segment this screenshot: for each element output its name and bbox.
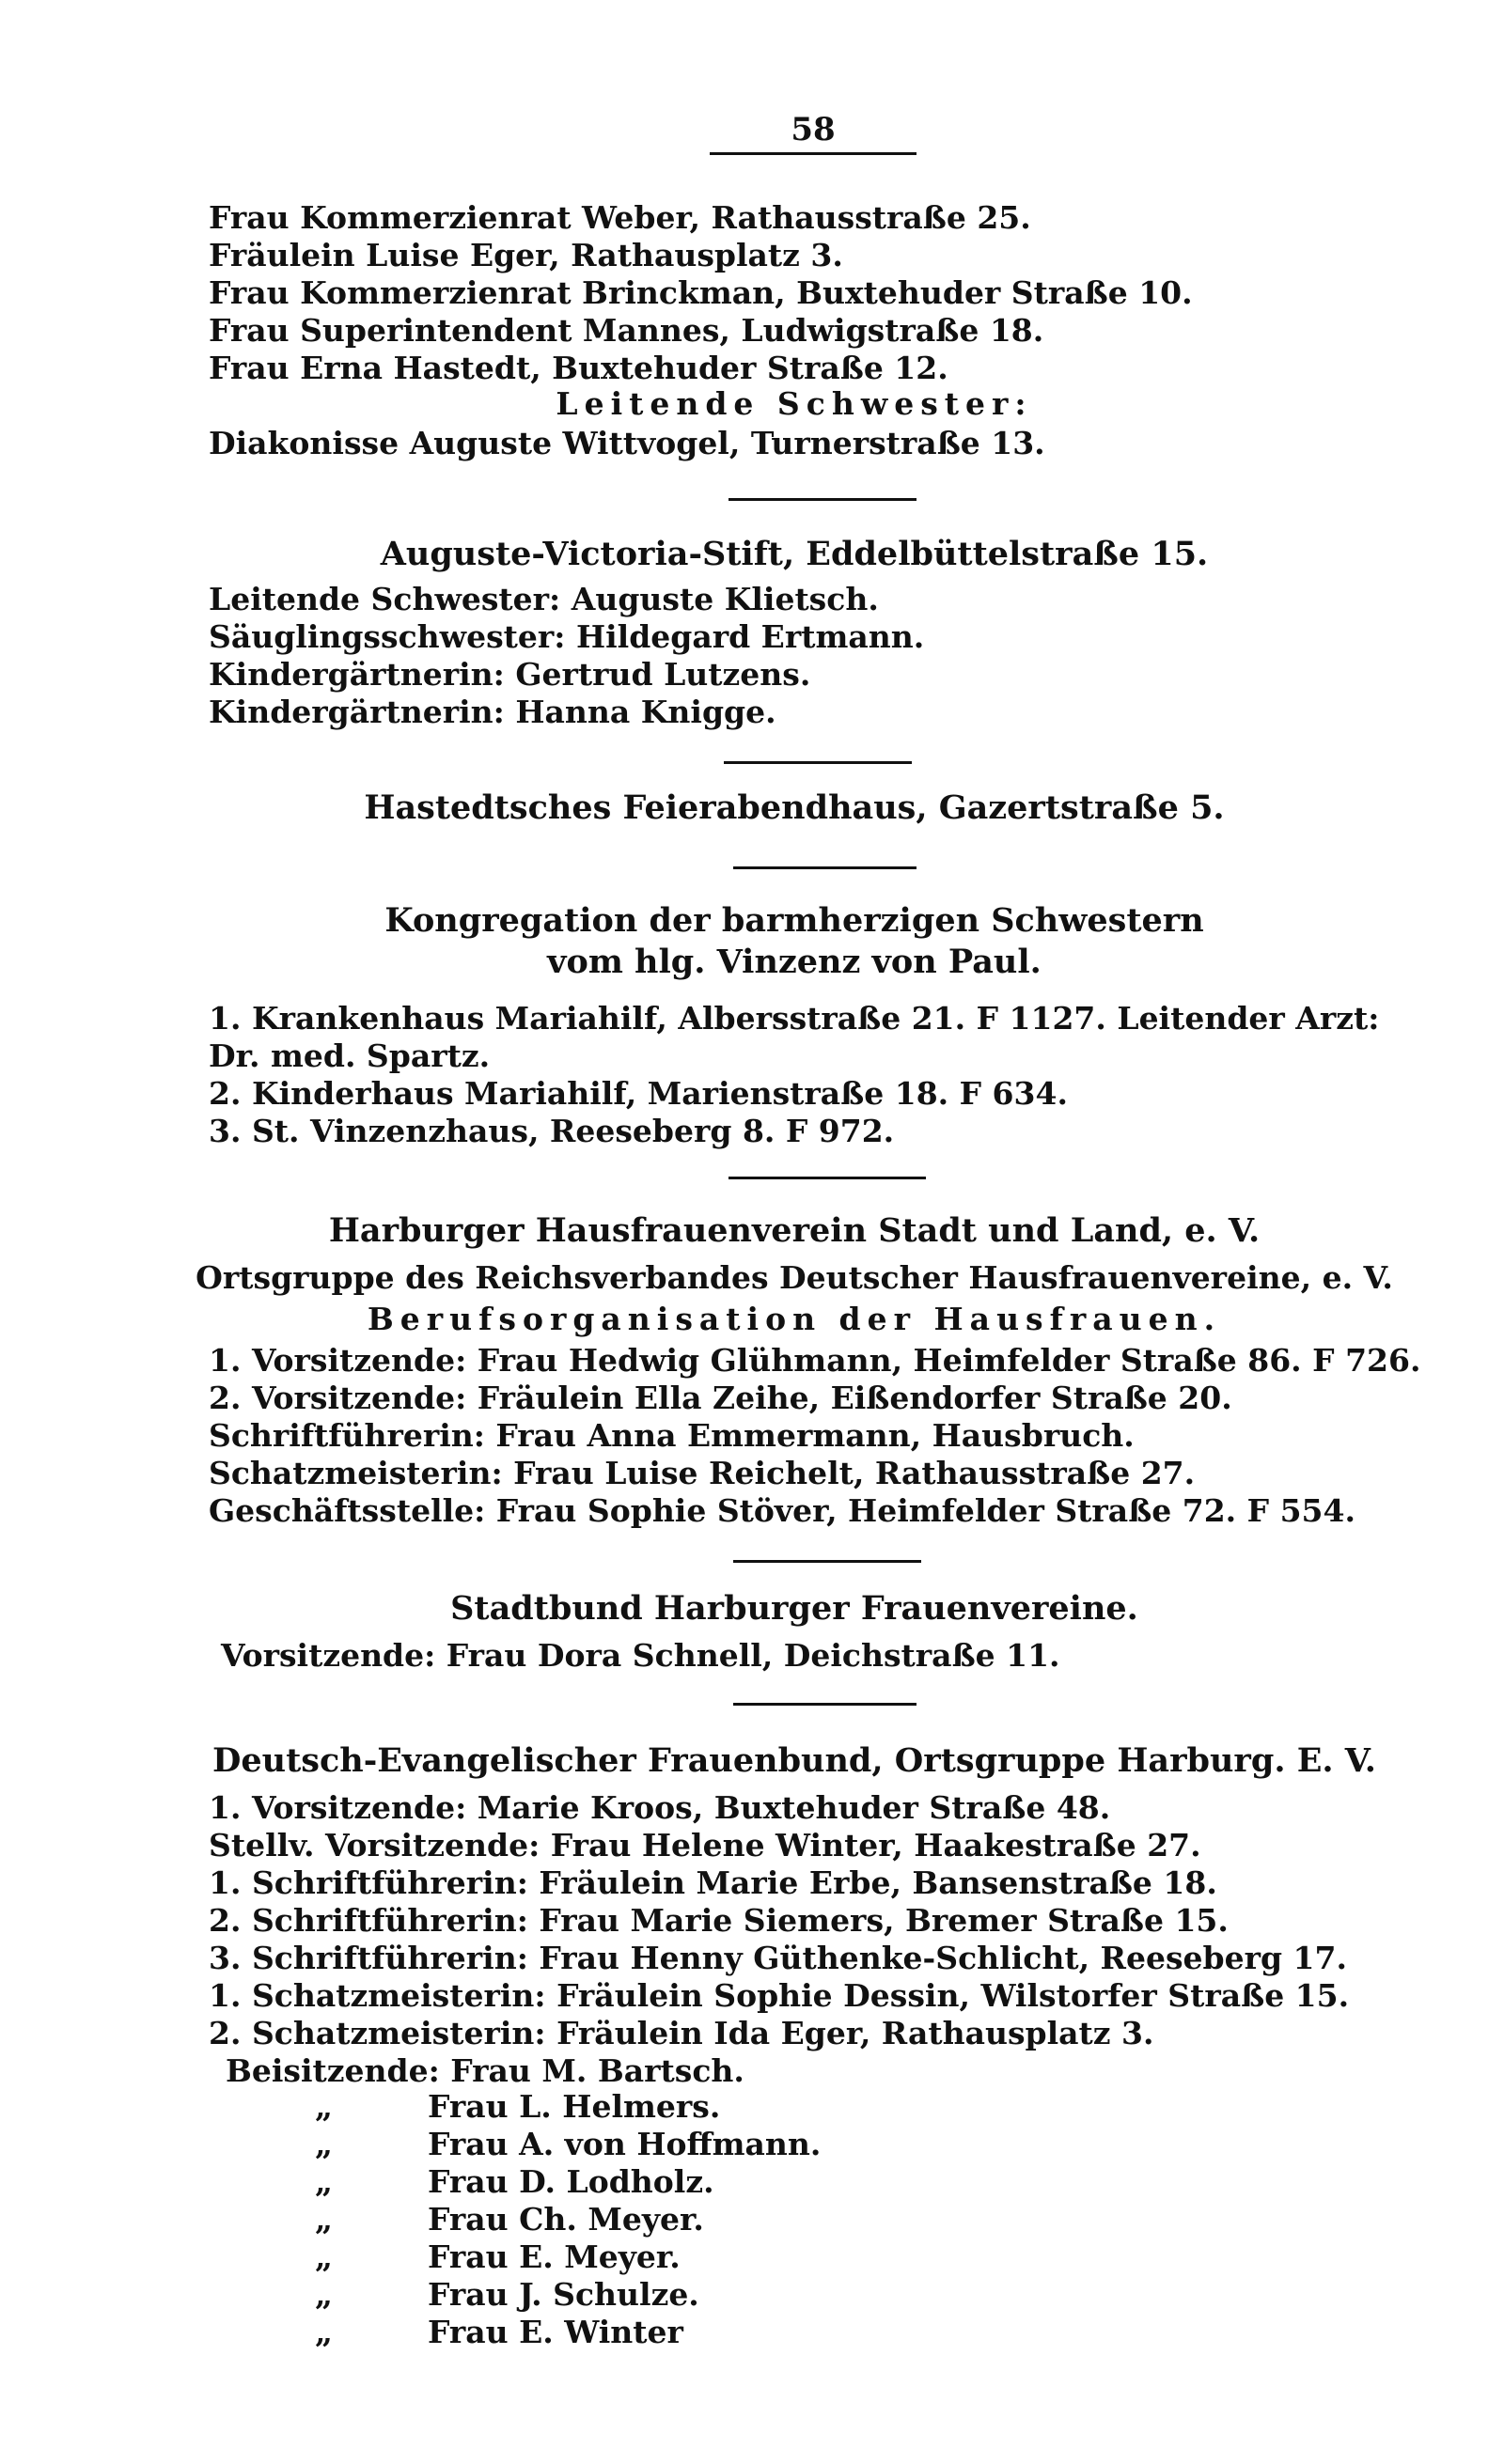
list-item: 1. Schatzmeisterin: Fräulein Sophie Dessin, Wilstorfer Straße 15. [209, 1977, 1350, 2014]
page-number-rule [710, 152, 916, 155]
section-title: vom hlg. Vinzenz von Paul. [547, 943, 1042, 981]
list-item: Frau Superintendent Mannes, Ludwigstraße 18. [209, 312, 1044, 349]
list-item: 3. Schriftführerin: Frau Henny Güthenke-Schlicht, Reeseberg 17. [209, 1940, 1347, 1976]
list-item: Kindergärtnerin: Hanna Knigge. [209, 694, 776, 730]
section-title: Auguste-Victoria-Stift, Eddelbüttelstraße 15. [380, 535, 1209, 573]
section-divider [728, 1177, 926, 1179]
block1-heading: Leitende Schwester: [556, 385, 1033, 422]
list-item: Vorsitzende: Frau Dora Schnell, Deichstraße 11. [221, 1637, 1060, 1674]
list-item: Frau Erna Hastedt, Buxtehuder Straße 12. [209, 350, 948, 386]
ditto-mark: „ [315, 2163, 333, 2200]
list-item: Dr. med. Spartz. [209, 1037, 491, 1074]
list-item: Frau Kommerzienrat Weber, Rathausstraße 25. [209, 199, 1031, 236]
list-item: Frau E. Meyer. [428, 2238, 681, 2275]
list-item: 2. Schatzmeisterin: Fräulein Ida Eger, Rathausplatz 3. [209, 2015, 1154, 2051]
section-title: Stadtbund Harburger Frauenvereine. [450, 1589, 1138, 1628]
list-item: 2. Vorsitzende: Fräulein Ella Zeihe, Eißendorfer Straße 20. [209, 1380, 1232, 1416]
list-item: 1. Vorsitzende: Frau Hedwig Glühmann, Heimfelder Straße 86. F 726. [209, 1342, 1421, 1379]
ditto-mark: „ [315, 2314, 333, 2350]
list-item: Schatzmeisterin: Frau Luise Reichelt, Rathausstraße 27. [209, 1455, 1196, 1491]
list-item: Kindergärtnerin: Gertrud Lutzens. [209, 656, 811, 693]
ditto-mark: „ [315, 2201, 333, 2238]
list-item: Frau Kommerzienrat Brinckman, Buxtehuder Straße 10. [209, 274, 1193, 311]
list-item: Geschäftsstelle: Frau Sophie Stöver, Heimfelder Straße 72. F 554. [209, 1492, 1355, 1529]
list-item: 3. St. Vinzenzhaus, Reeseberg 8. F 972. [209, 1113, 895, 1149]
list-item: Schriftführerin: Frau Anna Emmermann, Hausbruch. [209, 1417, 1135, 1454]
list-item: Frau E. Winter [428, 2314, 683, 2350]
page-number: 58 [791, 111, 836, 148]
list-item: Beisitzende: Frau M. Bartsch. [226, 2052, 744, 2089]
section-divider [733, 866, 916, 869]
section-title: Hastedtsches Feierabendhaus, Gazertstraße 5. [364, 788, 1225, 827]
list-item: 1. Krankenhaus Mariahilf, Albersstraße 21. F 1127. Leitender Arzt: [209, 1000, 1380, 1037]
section-divider [733, 1703, 916, 1706]
list-item: Fräulein Luise Eger, Rathausplatz 3. [209, 237, 843, 273]
list-item: Frau D. Lodholz. [428, 2163, 714, 2200]
section-divider [724, 761, 912, 764]
list-item: 1. Schriftführerin: Fräulein Marie Erbe, Bansenstraße 18. [209, 1864, 1217, 1901]
ditto-mark: „ [315, 2238, 333, 2275]
list-item: Leitende Schwester: Auguste Klietsch. [209, 581, 879, 617]
list-item: Frau L. Helmers. [428, 2088, 721, 2125]
ditto-mark: „ [315, 2126, 333, 2162]
list-item: Diakonisse Auguste Wittvogel, Turnerstraße 13. [209, 425, 1045, 461]
ditto-mark: „ [315, 2276, 333, 2313]
section-subtitle: Berufsorganisation der Hausfrauen. [367, 1301, 1222, 1337]
list-item: Frau Ch. Meyer. [428, 2201, 704, 2238]
section-title: Deutsch-Evangelischer Frauenbund, Ortsgruppe Harburg. E. V. [212, 1741, 1376, 1780]
section-divider [728, 498, 916, 501]
section-subtitle: Ortsgruppe des Reichsverbandes Deutscher Hausfrauenvereine, e. V. [196, 1259, 1393, 1296]
list-item: 1. Vorsitzende: Marie Kroos, Buxtehuder Straße 48. [209, 1789, 1111, 1826]
list-item: Frau J. Schulze. [428, 2276, 699, 2313]
list-item: 2. Kinderhaus Mariahilf, Marienstraße 18. F 634. [209, 1075, 1068, 1112]
list-item: 2. Schriftführerin: Frau Marie Siemers, Bremer Straße 15. [209, 1902, 1229, 1939]
section-title: Kongregation der barmherzigen Schwestern [384, 901, 1204, 940]
list-item: Frau A. von Hoffmann. [428, 2126, 822, 2162]
ditto-mark: „ [315, 2088, 333, 2125]
section-title: Harburger Hausfrauenverein Stadt und Land, e. V. [328, 1211, 1261, 1250]
list-item: Säuglingsschwester: Hildegard Ertmann. [209, 618, 925, 655]
list-item: Stellv. Vorsitzende: Frau Helene Winter, Haakestraße 27. [209, 1827, 1201, 1864]
section-divider [733, 1560, 921, 1563]
